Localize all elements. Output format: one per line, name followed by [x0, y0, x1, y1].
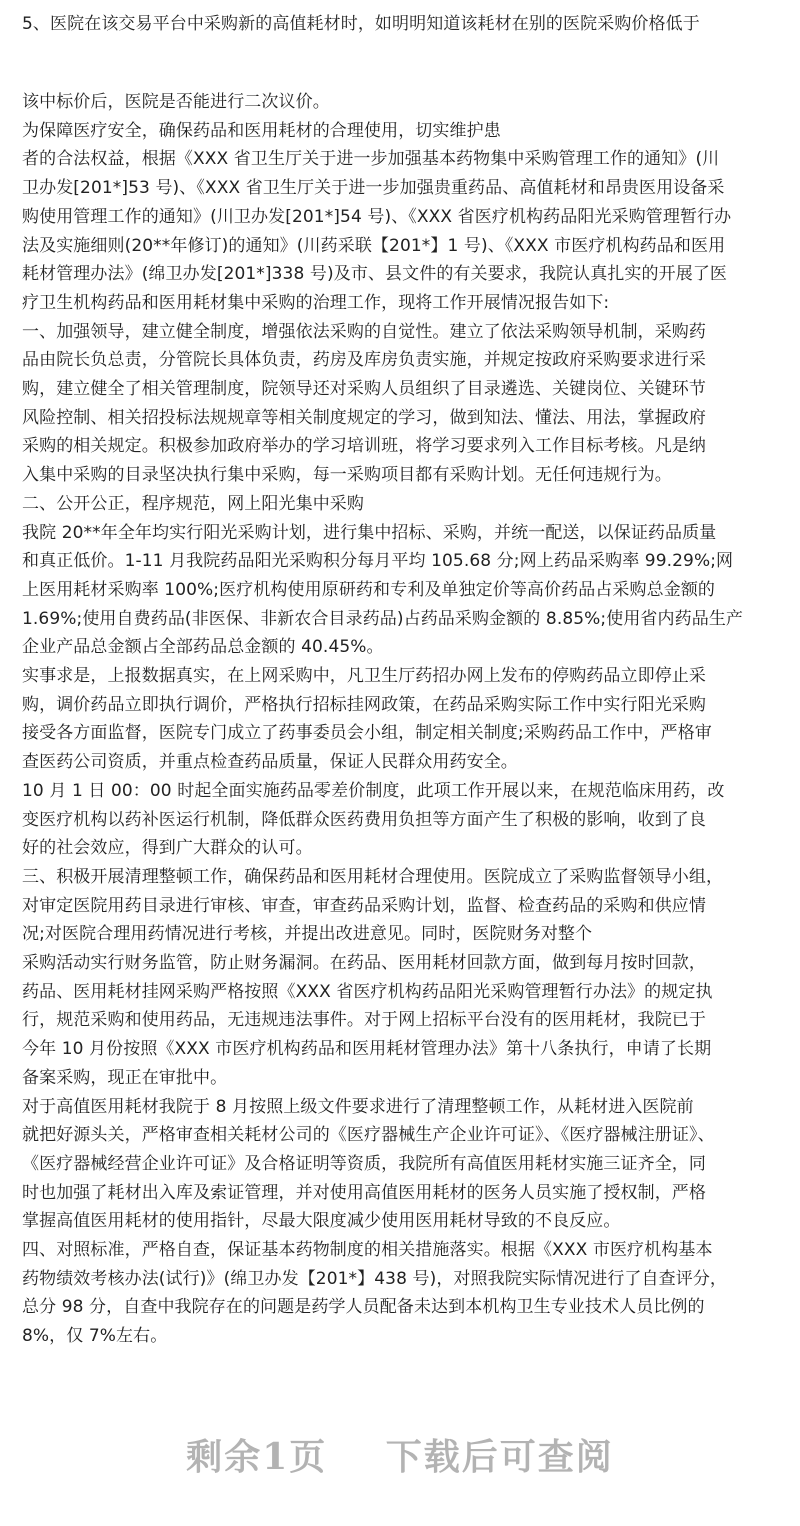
text-line: 对审定医院用药目录进行审核、审查，审查药品采购计划，监督、检查药品的采购和供应情 — [22, 895, 706, 916]
text-line: 入集中采购的目录坚决执行集中采购，每一采购项目都有采购计划。无任何违规行为。 — [22, 465, 672, 486]
text-line: 对于高值医用耗材我院于 8 月按照上级文件要求进行了清理整顿工作，从耗材进入医院前 — [22, 1096, 694, 1117]
text-line: 行，规范采购和使用药品，无违规违法事件。对于网上招标平台没有的医用耗材，我院已于 — [22, 1010, 706, 1031]
text-line: 采购活动实行财务监管，防止财务漏洞。在药品、医用耗材回款方面，做到每月按时回款， — [22, 953, 706, 973]
text-line: 二、公开公正，程序规范，网上阳光集中采购 — [22, 493, 364, 514]
text-line: 我院 20**年全年均实行阳光采购计划，进行集中招标、采购，并统一配送，以保证药品质量 — [22, 522, 717, 543]
text-line: 为保障医疗安全，确保药品和医用耗材的合理使用，切实维护患 — [22, 120, 501, 141]
text-line: 和真正低价。1-11 月我院药品阳光采购积分每月平均 105.68 分;网上药品采购率 99.29%;网 — [22, 551, 734, 572]
text-line: 法及实施细则(20**年修订)的通知》(川药采联【201*】1 号)、《XXX 市医疗机构药品和医用 — [22, 235, 726, 256]
text-line: 变医疗机构以药补医运行机制，降低群众医药费用负担等方面产生了积极的影响，收到了良 — [22, 809, 706, 830]
text-line: 接受各方面监督，医院专门成立了药事委员会小组，制定相关制度;采购药品工作中，严格审 — [22, 723, 712, 744]
text-line: 5、医院在该交易平台中采购新的高值耗材时，如明明知道该耗材在别的医院采购价格低于 — [22, 14, 700, 34]
text-line: 备案采购，现正在审批中。 — [22, 1067, 228, 1088]
text-line: 四、对照标准，严格自查，保证基本药物制度的相关措施落实。根据《XXX 市医疗机构基本 — [22, 1240, 713, 1260]
text-line: 掌握高值医用耗材的使用指针，尽最大限度减少使用医用耗材导致的不良反应。 — [22, 1211, 621, 1232]
text-line: 采购的相关规定。积极参加政府举办的学习培训班，将学习要求列入工作目标考核。凡是纳 — [22, 436, 706, 457]
text-line: 药品、医用耗材挂网采购严格按照《XXX 省医疗机构药品阳光采购管理暂行办法》的规定执 — [22, 981, 713, 1002]
text-line: 上医用耗材采购率 100%;医疗机构使用原研药和专利及单独定价等高价药品占采购总金额的 — [22, 579, 716, 600]
text-line: 今年 10 月份按照《XXX 市医疗机构药品和医用耗材管理办法》第十八条执行，申请了长期 — [22, 1039, 712, 1060]
text-line: 药物绩效考核办法(试行)》(绵卫办发【201*】438 号)，对照我院实际情况进行了自查评分， — [22, 1268, 728, 1289]
text-line: 疗卫生机构药品和医用耗材集中采购的治理工作，现将工作开展情况报告如下: — [22, 292, 610, 313]
text-line: 者的合法权益，根据《XXX 省卫生厅关于进一步加强基本药物集中采购管理工作的通知》(川 — [22, 149, 720, 170]
text-line: 就把好源头关，严格审查相关耗材公司的《医疗器械生产企业许可证》、《医疗器械注册证》、 — [22, 1125, 715, 1146]
text-line: 购，调价药品立即执行调价，严格执行招标挂网政策，在药品采购实际工作中实行阳光采购 — [22, 694, 706, 715]
text-line: 《医疗器械经营企业许可证》及合格证明等资质，我院所有高值医用耗材实施三证齐全，同 — [22, 1153, 706, 1174]
text-line: 耗材管理办法》(绵卫办发[201*]338 号)及市、县文件的有关要求，我院认真扎实的开展了医 — [22, 264, 728, 285]
text-line: 查医药公司资质，并重点检查药品质量，保证人民群众用药安全。 — [22, 752, 518, 773]
text-line: 风险控制、相关招投标法规规章等相关制度规定的学习，做到知法、懂法、用法，掌握政府 — [22, 407, 706, 428]
text-line: 一、加强领导，建立健全制度，增强依法采购的自觉性。建立了依法采购领导机制，采购药 — [22, 321, 706, 342]
text-line: 实事求是，上报数据真实，在上网采购中，凡卫生厅药招办网上发布的停购药品立即停止采 — [22, 666, 706, 686]
text-line: 购，建立健全了相关管理制度，院领导还对采购人员组织了目录遴选、关键岗位、关键环节 — [22, 379, 706, 399]
text-line: 购使用管理工作的通知》(川卫办发[201*]54 号)、《XXX 省医疗机构药品阳光采购管理暂行办 — [22, 206, 732, 227]
text-line: 总分 98 分，自查中我院存在的问题是药学人员配备未达到本机构卫生专业技术人员比例的 — [22, 1297, 705, 1318]
text-line: 该中标价后，医院是否能进行二次议价。 — [22, 92, 330, 112]
text-line: 好的社会效应，得到广大群众的认可。 — [22, 838, 313, 859]
download-prompt-label[interactable]: 下载后可查阅 — [385, 1436, 614, 1478]
text-line: 况;对医院合理用药情况进行考核，并提出改进意见。同时，医院财务对整个 — [22, 924, 593, 945]
text-line: 时也加强了耗材出入库及索证管理，并对使用高值医用耗材的医务人员实施了授权制，严格 — [22, 1182, 706, 1203]
text-line: 10 月 1 日 00：00 时起全面实施药品零差价制度，此项工作开展以来，在规范临床用药，改 — [22, 780, 725, 801]
text-line: 三、积极开展清理整顿工作，确保药品和医用耗材合理使用。医院成立了采购监督领导小组， — [22, 866, 724, 887]
text-line: 品由院长负总责，分管院长具体负责，药房及库房负责实施，并规定按政府采购要求进行采 — [22, 350, 706, 371]
remaining-pages-label: 剩余1页 — [186, 1436, 328, 1478]
paywall-footer[interactable] — [0, 1412, 800, 1502]
text-line: 企业产品总金额占全部药品总金额的 40.45%。 — [22, 637, 384, 658]
text-line: 8%，仅 7%左右。 — [22, 1326, 168, 1347]
text-line: 1.69%;使用自费药品(非医保、非新农合目录药品)占药品采购金额的 8.85%;使用省内药品生产 — [22, 608, 744, 629]
text-line: 卫办发[201*]53 号)、《XXX 省卫生厅关于进一步加强贵重药品、高值耗材和昂贵医用设备采 — [22, 178, 725, 199]
